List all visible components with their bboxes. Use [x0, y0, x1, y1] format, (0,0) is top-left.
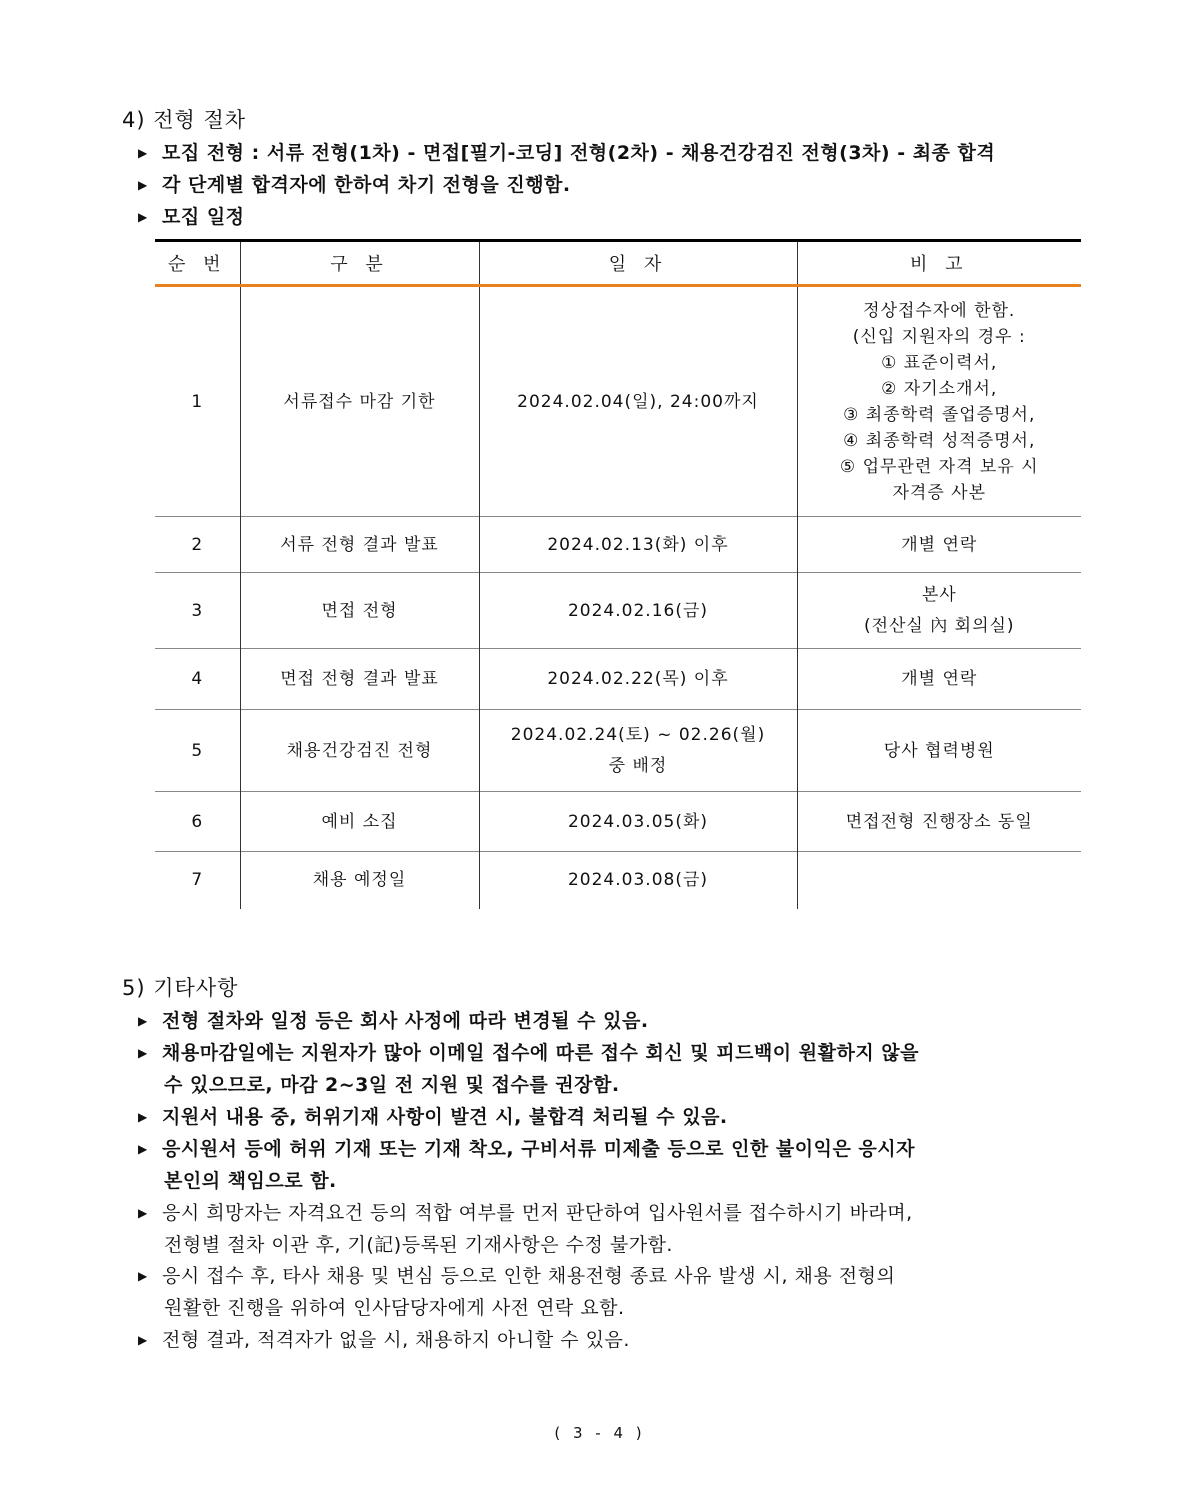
notice-bullet [138, 1260, 1083, 1324]
note-line: ③ 최종학력 졸업증명서, [843, 404, 1036, 425]
triangle-bullet-icon: ▶ [138, 210, 148, 224]
row-note [797, 573, 1081, 649]
header-category: 구 분 [240, 241, 479, 286]
bullet-process: ▶ 모집 전형 : 서류 전형(1차) - 면접[필기-코딩] 전형(2차) - 채용건강검진 전형(3차) - 최종 합격 [138, 137, 1083, 169]
notice-line: 채용마감일에는 지원자가 많아 이메일 접수에 따른 접수 회신 및 피드백이 원활하지 않을 [162, 1042, 920, 1064]
row-note [797, 852, 1081, 909]
note-line: 본사 [921, 584, 957, 605]
row-note [797, 649, 1081, 710]
table-header-row [155, 241, 1081, 286]
row-category: 채용건강검진 전형 [240, 710, 479, 792]
notice-bullet [138, 1037, 1083, 1101]
notice-line: 원활한 진행을 위하여 인사담당자에게 사전 연락 요함. [164, 1297, 625, 1319]
page-number: ( 3 - 4 ) [554, 1424, 646, 1442]
row-note [797, 517, 1081, 573]
note-line: 개별 연락 [901, 534, 978, 555]
triangle-bullet-icon: ▶ [138, 1014, 148, 1028]
row-note [797, 286, 1081, 517]
triangle-bullet-icon: ▶ [138, 178, 148, 192]
row-category: 예비 소집 [240, 792, 479, 852]
notice-bullet [138, 1197, 1083, 1261]
row-no: 2 [155, 517, 240, 573]
row-date [479, 710, 797, 792]
section5-title: 5) 기타사항 [122, 976, 239, 1000]
notice-bullet [138, 1133, 1083, 1197]
note-line: 자격증 사본 [892, 482, 986, 503]
row-no: 3 [155, 573, 240, 649]
triangle-bullet-icon: ▶ [138, 1142, 148, 1156]
bullet-schedule: ▶ 모집 일정 [138, 201, 1083, 233]
header-no: 순 번 [155, 241, 240, 286]
date-line: 2024.02.04(일), 24:00까지 [517, 391, 759, 412]
row-category: 서류접수 마감 기한 [240, 286, 479, 517]
row-category: 서류 전형 결과 발표 [240, 517, 479, 573]
date-line: 2024.02.16(금) [567, 600, 709, 621]
note-line: (신입 지원자의 경우 : [852, 326, 1026, 347]
triangle-bullet-icon: ▶ [138, 146, 148, 160]
table-row [155, 792, 1081, 852]
row-date [479, 286, 797, 517]
date-line: 중 배정 [608, 755, 668, 776]
notice-bullet [138, 1101, 1083, 1133]
notice-line: 전형 절차와 일정 등은 회사 사정에 따라 변경될 수 있음. [162, 1010, 649, 1032]
table-row [155, 573, 1081, 649]
note-line: (전산실 內 회의실) [863, 615, 1015, 636]
table-row [155, 852, 1081, 909]
row-date [479, 852, 797, 909]
note-line: 개별 연락 [901, 669, 978, 689]
row-date [479, 573, 797, 649]
note-line: ⑤ 업무관련 자격 보유 시 [839, 456, 1039, 477]
table-row [155, 710, 1081, 792]
note-line: ① 표준이력서, [881, 352, 998, 373]
date-line: 2024.02.13(화) 이후 [547, 534, 729, 555]
date-line: 2024.02.22(목) 이후 [547, 669, 729, 689]
notice-line: 수 있으므로, 마감 2~3일 전 지원 및 접수를 권장함. [164, 1074, 620, 1096]
notice-line: 응시 희망자는 자격요건 등의 적합 여부를 먼저 판단하여 입사원서를 접수하시기 바라며, [162, 1202, 913, 1224]
triangle-bullet-icon: ▶ [138, 1206, 148, 1220]
table-row [155, 286, 1081, 517]
header-note: 비 고 [797, 241, 1081, 286]
triangle-bullet-icon: ▶ [138, 1046, 148, 1060]
note-line: 정상접수자에 한함. [863, 300, 1016, 321]
notice-line: 응시 접수 후, 타사 채용 및 변심 등으로 인한 채용전형 종료 사유 발생 시, 채용 전형의 [162, 1265, 896, 1287]
row-date [479, 649, 797, 710]
header-date: 일 자 [479, 241, 797, 286]
notice-bullet [138, 1005, 1083, 1037]
row-no: 6 [155, 792, 240, 852]
notice-bullet [138, 1324, 1083, 1356]
date-line: 2024.02.24(토) ~ 02.26(월) [510, 724, 766, 745]
date-line: 2024.03.05(화) [567, 811, 709, 832]
triangle-bullet-icon: ▶ [138, 1333, 148, 1347]
section4-title: 4) 전형 절차 [122, 108, 247, 132]
row-category: 면접 전형 결과 발표 [240, 649, 479, 710]
note-line: 당사 협력병원 [883, 740, 995, 761]
note-line: 면접전형 진행장소 동일 [845, 811, 1033, 832]
row-date [479, 517, 797, 573]
notice-line: 지원서 내용 중, 허위기재 사항이 발견 시, 불합격 처리될 수 있음. [162, 1106, 728, 1128]
triangle-bullet-icon: ▶ [138, 1110, 148, 1124]
row-no: 5 [155, 710, 240, 792]
row-no: 4 [155, 649, 240, 710]
notice-line: 전형별 절차 이관 후, 기(記)등록된 기재사항은 수정 불가함. [164, 1234, 673, 1256]
table-row [155, 517, 1081, 573]
row-date [479, 792, 797, 852]
schedule-table [155, 239, 1081, 909]
row-note [797, 792, 1081, 852]
notice-line: 전형 결과, 적격자가 없을 시, 채용하지 아니할 수 있음. [162, 1329, 630, 1351]
row-note [797, 710, 1081, 792]
notice-line: 본인의 책임으로 함. [164, 1170, 337, 1192]
bullet-stage: ▶ 각 단계별 합격자에 한하여 차기 전형을 진행함. [138, 169, 1083, 201]
note-line: ② 자기소개서, [881, 378, 998, 399]
triangle-bullet-icon: ▶ [138, 1269, 148, 1283]
table-row [155, 649, 1081, 710]
row-category: 면접 전형 [240, 573, 479, 649]
date-line: 2024.03.08(금) [567, 870, 709, 891]
row-category: 채용 예정일 [240, 852, 479, 909]
row-no: 1 [155, 286, 240, 517]
note-line: ④ 최종학력 성적증명서, [843, 430, 1036, 451]
row-no: 7 [155, 852, 240, 909]
notice-line: 응시원서 등에 허위 기재 또는 기재 착오, 구비서류 미제출 등으로 인한 불이익은 응시자 [162, 1138, 915, 1160]
